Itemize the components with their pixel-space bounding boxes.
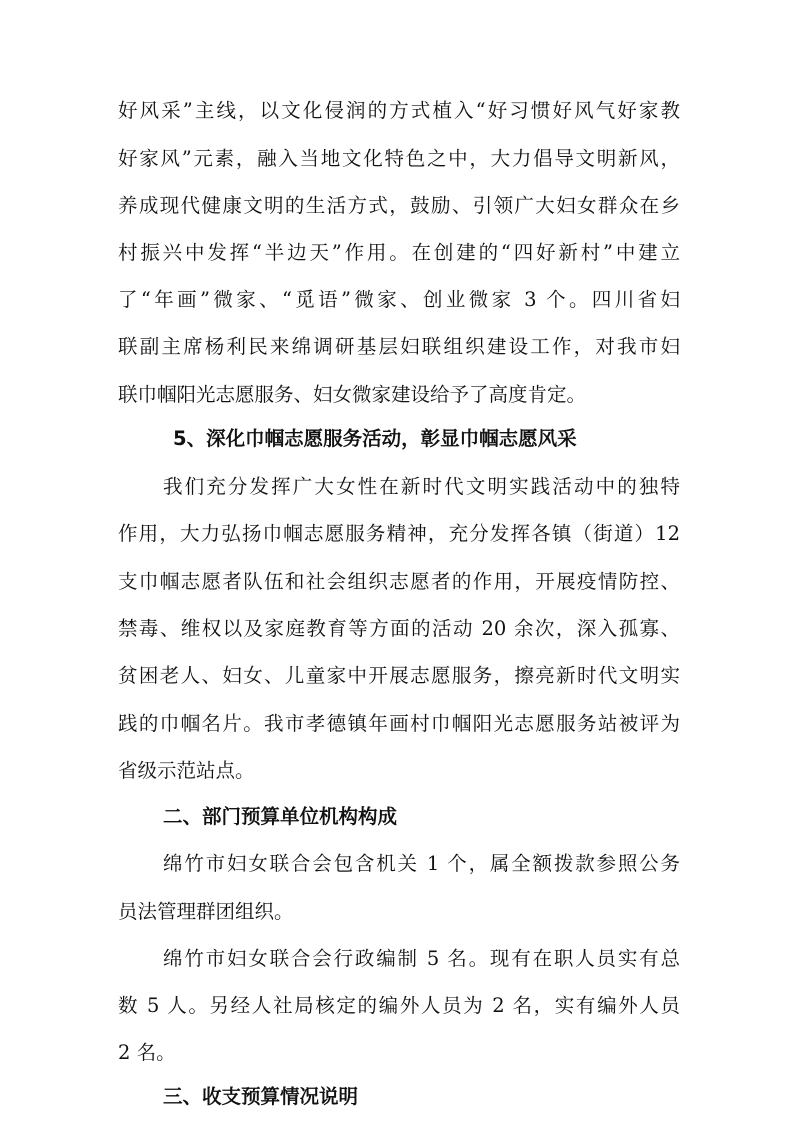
paragraph-line: 作用，大力弘扬巾帼志愿服务精神，充分发挥各镇（街道）12: [118, 522, 680, 545]
paragraph-line: 联副主席杨利民来绵调研基层妇联组织建设工作，对我市妇: [118, 335, 680, 358]
paragraph-line: 省级示范站点。: [118, 759, 255, 782]
paragraph-line: 贫困老人、妇女、儿童家中开展志愿服务，擦亮新时代文明实: [118, 664, 680, 687]
paragraph-line: 绵竹市妇女联合会包含机关 1 个，属全额拨款参照公务: [163, 852, 680, 875]
section-heading: 三、收支预算情况说明: [163, 1085, 359, 1108]
paragraph-line: 员法管理群团组织。: [118, 900, 294, 923]
paragraph-line: 践的巾帼名片。我市孝德镇年画村巾帼阳光志愿服务站被评为: [118, 712, 680, 735]
paragraph-line: 好风采”主线，以文化侵润的方式植入“好习惯好风气好家教: [118, 99, 680, 122]
paragraph-line: 好家风”元素，融入当地文化特色之中，大力倡导文明新风，: [118, 147, 680, 170]
paragraph-line: 联巾帼阳光志愿服务、妇女微家建设给予了高度肯定。: [118, 383, 587, 406]
paragraph-line: 村振兴中发挥“半边天”作用。在创建的“四好新村”中建立: [118, 241, 680, 264]
paragraph-line: 了“年画”微家、“觅语”微家、创业微家 3 个。四川省妇: [118, 288, 680, 311]
paragraph-line: 2 名。: [118, 1041, 176, 1064]
paragraph-line: 绵竹市妇女联合会行政编制 5 名。现有在职人员实有总: [163, 947, 680, 970]
section-heading: 二、部门预算单位机构构成: [163, 805, 398, 828]
paragraph-line: 养成现代健康文明的生活方式，鼓励、引领广大妇女群众在乡: [118, 194, 680, 217]
paragraph-line: 支巾帼志愿者队伍和社会组织志愿者的作用，开展疫情防控、: [118, 570, 680, 593]
paragraph-line: 我们充分发挥广大女性在新时代文明实践活动中的独特: [163, 475, 680, 498]
paragraph-line: 数 5 人。另经人社局核定的编外人员为 2 名，实有编外人员: [118, 994, 680, 1017]
subsection-heading: 5、深化巾帼志愿服务活动，彰显巾帼志愿风采: [173, 427, 577, 450]
paragraph-line: 禁毒、维权以及家庭教育等方面的活动 20 余次，深入孤寡、: [118, 617, 680, 640]
